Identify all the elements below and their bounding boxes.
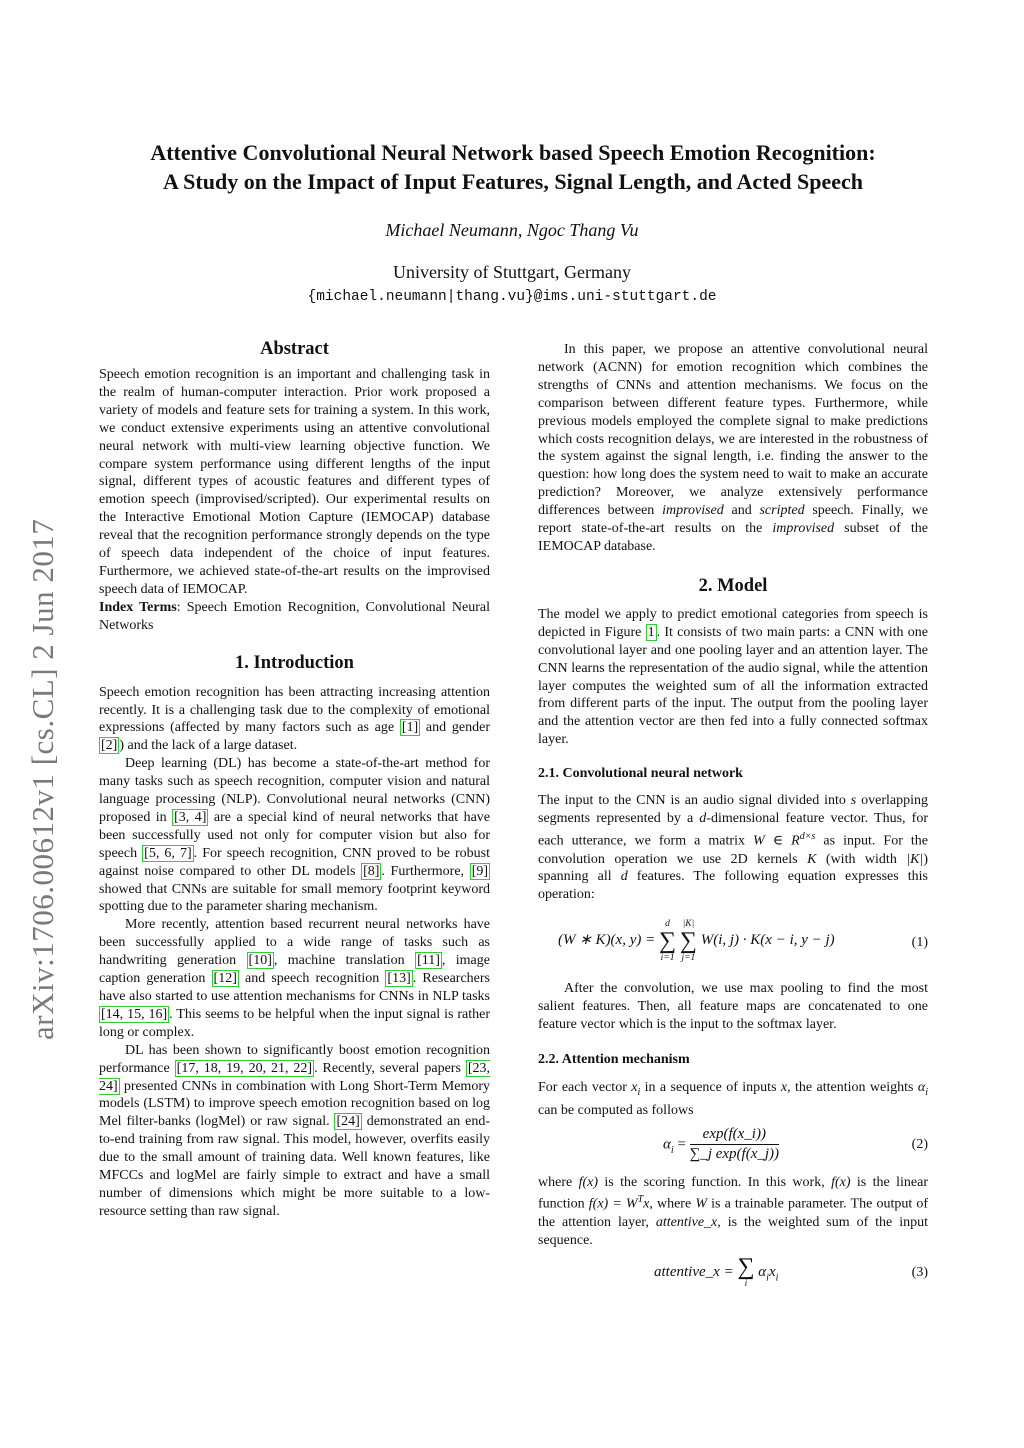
citation-link[interactable]: [11] bbox=[417, 953, 440, 969]
citation-link[interactable]: [24] bbox=[336, 1114, 360, 1130]
right-column bbox=[538, 341, 928, 1302]
citation-link[interactable]: [2] bbox=[101, 738, 118, 754]
intro-paragraph-4: DL has been shown to significantly boost emotion recognition performance [17, 18, 19, 20, 21, 22] . Recently, several papers [23, 24] presented CNNs in combination with Long Short-Term Memory models (LSTM) to improve speech emotion recognition based on log Mel filter-banks (logMel) or raw signal. [24] demonstrated an end-to-end training from raw signal. This model, however, overfits easily due to the small amount of training data. Well known features, like MFCCs and logMel are fairly simple to extract and have a small number of dimensions which might be more suitable to a low-resource setting than raw signal. bbox=[99, 1042, 491, 1219]
citation-link[interactable]: [3, 4] bbox=[174, 809, 207, 825]
sum-operator: d ∑ i=1 bbox=[659, 919, 677, 964]
sum-operator: ∑ i bbox=[737, 1253, 755, 1289]
affiliation: University of Stuttgart, Germany bbox=[393, 262, 631, 282]
figure-link[interactable]: 1 bbox=[647, 624, 655, 640]
index-terms bbox=[99, 599, 490, 635]
fraction: $\frac{\exp(f(x\_i))}{\text{∑\_j exp(f(x\_j))}}$ bbox=[689, 1125, 780, 1163]
citation-link[interactable]: [13] bbox=[387, 971, 411, 987]
scoring-paragraph: where f(x) is the scoring function. In this work, f(x) is the linear function $f(x) = W^Tx$, where W is a trainable parameter. The output of the attention layer, attentive_x, is the weighted sum of the input sequence. bbox=[538, 1174, 929, 1248]
citation-link[interactable]: [9] bbox=[471, 863, 489, 879]
citation-link[interactable]: [10] bbox=[248, 953, 272, 969]
abstract-heading: Abstract bbox=[260, 339, 329, 359]
equation-2: $\alpha_i$ = $\frac{\exp(f(x\_i))}{\text{∑\_j exp(f(x\_j))}}$ (2) bbox=[663, 1125, 928, 1163]
equation-number: (2) bbox=[911, 1136, 928, 1152]
citation-link[interactable]: [5, 6, 7] bbox=[144, 845, 192, 861]
equation-3: attentive_x = ∑ i $\alpha_ix_i$ (3) bbox=[654, 1253, 928, 1289]
authors: Michael Neumann, Ngoc Thang Vu bbox=[385, 220, 639, 240]
abstract-text: Speech emotion recognition is an important and challenging task in the realm of human-computer interaction. Prior work proposed a variety of models and feature sets for training a system. In this work, we conduct extensive experiments using an attentive convolutional neural network with multi-view learning objective function. We compare system performance using different lengths of the input signal, different types of acoustic features and different types of emotion speech (improvised/scripted). Our experimental results on the Interactive Emotional Motion Capture (IEMOCAP) database reveal that the recognition performance strongly depends on the type of speech data independent of the choice of input features. Furthermore, we achieved state-of-the-art results on the improvised speech data of IEMOCAP. bbox=[99, 367, 490, 597]
intro-paragraph-5: In this paper, we propose an attentive convolutional neural network (ACNN) for emotion recognition which combines the strengths of CNNs and attention mechanisms. We focus on the comparison between different feature types. Furthermore, while previous models employed the complete signal to make predictions which costs recognition delays, we are interested in the robustness of the system against the signal length, i.e. finding the answer to the question: how long does the system need to wait to make an accurate prediction? Moreover, we analyze extensively performance differences between improvised and scripted speech. Finally, we report state-of-the-art results on the improvised subset of the IEMOCAP database. bbox=[538, 342, 928, 554]
equation-number: (1) bbox=[911, 935, 928, 951]
equation-1: (W ∗ K)(x, y) = d ∑ i=1 |K| ∑ j=1 W(i, j) · K(x − i, y − j) (1) bbox=[558, 919, 928, 964]
intro-paragraph-3: More recently, attention based recurrent neural networks have been successfully applied to a wide range of tasks such as handwriting generation [10] , machine translation [11] , image caption generation [12] and speech recognition [13] . Researchers have also started to use attention mechanisms for CNNs in NLP tasks [14, 15, 16] . This seems to be helpful when the input signal is rather long or complex. bbox=[99, 917, 490, 1040]
intro-paragraph-2: Deep learning (DL) has become a state-of-the-art method for many tasks such as speech recognition, computer vision and natural language processing (NLP). Convolutional neural networks (CNN) proposed in [3, 4] are a special kind of neural networks that have been successfully used not only for computer vision but also for speech [5, 6, 7] . For speech recognition, CNN proved to be robust against noise compared to other DL models [8] . Furthermore, [9] showed that CNNs are suitable for small memory footprint keyword spotting due to the parameter sharing mechanism. bbox=[99, 756, 491, 915]
attention-subheading: 2.2. Attention mechanism bbox=[538, 1051, 690, 1067]
citation-link[interactable]: [23, 24] bbox=[99, 1060, 491, 1094]
model-heading: 2. Model bbox=[698, 575, 768, 596]
model-paragraph: The model we apply to predict emotional categories from speech is depicted in Figure 1 . It consists of two main parts: a CNN with one convolutional layer and one pooling layer and an attention layer. The CNN learns the representation of the audio signal, while the attention layer computes the weighted sum of all the information extracted from different parts of the input. The output from the pooling layer and the attention vector are then fed into a fully connected softmax layer. bbox=[538, 606, 928, 748]
citation-link[interactable]: [17, 18, 19, 20, 21, 22] bbox=[176, 1060, 313, 1076]
equation-number: (3) bbox=[911, 1264, 928, 1280]
citation-link[interactable]: [14, 15, 16] bbox=[101, 1006, 168, 1022]
cnn-subheading: 2.1. Convolutional neural network bbox=[538, 766, 743, 782]
cnn-paragraph: The input to the CNN is an audio signal divided into s overlapping segments represented by a d-dimensional feature vector. Thus, for each utterance, we form a matrix W ∈ $R^{d\times s}$ as input. For the convolution operation we use 2D kernels K (with width |K|) spanning all d features. The following equation expresses this operation: bbox=[538, 793, 929, 903]
pooling-paragraph: After the convolution, we use max pooling to find the most salient features. Then, all feature maps are concatenated to one feature vector which is the input to the softmax layer. bbox=[538, 981, 928, 1033]
left-column bbox=[99, 337, 490, 1221]
introduction-heading: 1. Introduction bbox=[235, 652, 354, 673]
author-emails: {michael.neumann|thang.vu}@ims.uni-stuttgart.de bbox=[307, 289, 717, 305]
attention-paragraph: For each vector $x_i$ in a sequence of inputs x, the attention weights $\alpha_i$ can be computed as follows bbox=[538, 1079, 928, 1118]
index-terms-text: : Speech Emotion Recognition, Convolutional Neural Networks bbox=[99, 599, 490, 633]
sum-operator: |K| ∑ j=1 bbox=[679, 919, 697, 964]
title-line-2: A Study on the Impact of Input Features, Signal Length, and Acted Speech bbox=[162, 169, 864, 194]
title-line-1: Attentive Convolutional Neural Network based Speech Emotion Recognition: bbox=[150, 140, 876, 165]
intro-paragraph-1: Speech emotion recognition has been attracting increasing attention recently. It is a challenging task due to the complexity of emotional expressions (affected by many factors such as age [1] and gender [2] ) and the lack of a large dataset. bbox=[99, 684, 490, 754]
arxiv-identifier: arXiv:1706.00612v1 [cs.CL] 2 Jun 2017 bbox=[25, 518, 60, 1040]
citation-link[interactable]: [8] bbox=[363, 863, 380, 879]
citation-link[interactable]: [1] bbox=[401, 720, 419, 736]
paper-title bbox=[80, 138, 946, 196]
index-terms-label: Index Terms bbox=[99, 599, 177, 615]
citation-link[interactable]: [12] bbox=[213, 971, 237, 987]
